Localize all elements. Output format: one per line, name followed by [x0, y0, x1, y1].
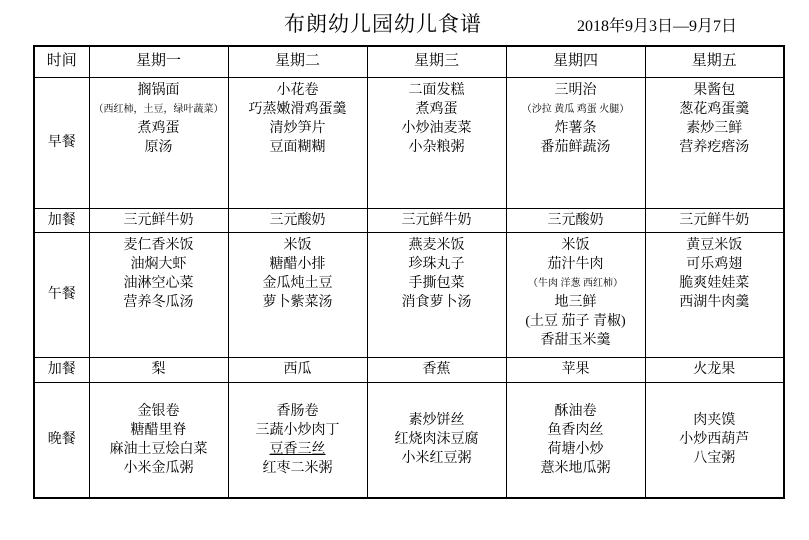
menu-item: 小米红豆粥: [401, 451, 472, 467]
column-header-day-4: 星期四: [506, 46, 645, 77]
menu-cell-r4-d1: [89, 357, 228, 382]
menu-cell-r2-d5: [645, 208, 784, 232]
menu-item: 茄汁牛肉: [547, 256, 604, 272]
menu-item: （西红柿，土豆，绿叶蔬菜）: [93, 103, 224, 115]
menu-item: 香甜玉米羹: [540, 332, 611, 348]
menu-item: 营养疙瘩汤: [679, 139, 750, 155]
page-title: 布朗幼儿园幼儿食谱: [284, 12, 482, 36]
menu-item: 西瓜: [283, 362, 312, 377]
menu-item: 西湖牛肉羹: [679, 294, 750, 310]
menu-item: 营养冬瓜汤: [123, 294, 194, 310]
menu-cell-r3-d5: [645, 232, 784, 357]
menu-item: 三元鲜牛奶: [123, 212, 194, 228]
menu-item: 薏米地瓜粥: [540, 460, 611, 476]
menu-cell-r2-d2: [228, 208, 367, 232]
menu-cell-r4-d2: [228, 357, 367, 382]
menu-item: 炸薯条: [554, 120, 597, 136]
menu-item: 葱花鸡蛋羹: [679, 101, 750, 117]
menu-item: 果酱包: [693, 82, 736, 98]
menu-item: （牛肉 洋葱 西红柿）: [528, 277, 623, 289]
menu-cell-r5-d5: [645, 382, 784, 498]
menu-item: 鱼香肉丝: [547, 422, 604, 438]
menu-item: 糖醋小排: [269, 256, 326, 272]
menu-item: 地三鲜: [554, 294, 597, 310]
menu-item: 消食萝卜汤: [401, 294, 472, 310]
menu-item: 燕麦米饭: [408, 237, 465, 253]
menu-item: 煮鸡蛋: [415, 101, 458, 117]
menu-cell-r5-d2: [228, 382, 367, 498]
menu-cell-r4-d3: [367, 357, 506, 382]
menu-item: 米饭: [561, 237, 590, 253]
meal-label: 晚餐: [34, 382, 89, 498]
menu-item: 珍珠丸子: [408, 256, 465, 272]
menu-item: 豆香三丝: [269, 441, 326, 457]
menu-cell-r5-d4: [506, 382, 645, 498]
menu-item: 三元鲜牛奶: [401, 212, 472, 228]
menu-item: 米饭: [283, 237, 312, 253]
menu-item: 三明治: [554, 82, 597, 98]
menu-item: 萝卜紫菜汤: [262, 294, 333, 310]
menu-item: 酥油卷: [554, 403, 597, 419]
menu-item: 番茄鲜蔬汤: [540, 139, 611, 155]
menu-item: 梨: [151, 362, 166, 377]
menu-item: 火龙果: [693, 362, 736, 377]
meal-row-5: [34, 382, 784, 498]
date-range: 2018年9月3日—9月7日: [577, 18, 738, 35]
meal-row-4: [34, 357, 784, 382]
menu-cell-r5-d1: [89, 382, 228, 498]
menu-item: 三元酸奶: [269, 212, 326, 228]
menu-cell-r2-d1: [89, 208, 228, 232]
menu-cell-r3-d2: [228, 232, 367, 357]
menu-item: 小炒西葫芦: [679, 432, 750, 448]
menu-item: 麻油土豆烩白菜: [109, 441, 208, 457]
menu-item: 红枣二米粥: [262, 460, 333, 476]
menu-item: 煮鸡蛋: [137, 120, 180, 136]
menu-cell-r3-d3: [367, 232, 506, 357]
menu-item: 肉夹馍: [693, 413, 736, 429]
menu-item: (土豆 茄子 青椒): [525, 313, 626, 329]
menu-item: 黄豆米饭: [686, 237, 743, 253]
meal-label: 加餐: [34, 208, 89, 232]
menu-item: 糖醋里脊: [130, 422, 187, 438]
menu-item: 清炒笋片: [269, 120, 326, 136]
menu-item: 三蔬小炒肉丁: [255, 422, 340, 438]
menu-item: 香蕉: [422, 362, 451, 377]
menu-item: 巧蒸嫩滑鸡蛋羹: [248, 101, 347, 117]
menu-cell-r3-d4: [506, 232, 645, 357]
meal-label: 午餐: [34, 232, 89, 357]
menu-item: 脆爽娃娃菜: [679, 275, 750, 291]
menu-cell-r1-d2: [228, 77, 367, 208]
menu-item: 香肠卷: [276, 403, 319, 419]
menu-item: 豆面糊糊: [269, 139, 326, 155]
menu-cell-r2-d4: [506, 208, 645, 232]
menu-item: 小杂粮粥: [408, 139, 465, 155]
document-header: [0, 0, 809, 45]
menu-cell-r4-d5: [645, 357, 784, 382]
menu-item: 油淋空心菜: [123, 275, 194, 291]
meal-label: 加餐: [34, 357, 89, 382]
menu-item: 素炒饼丝: [408, 413, 465, 429]
menu-item: 三元鲜牛奶: [679, 212, 750, 228]
time-column-header: 时间: [34, 46, 89, 77]
menu-cell-r5-d3: [367, 382, 506, 498]
menu-item: 红烧肉沫豆腐: [394, 432, 479, 448]
menu-item: 搁锅面: [137, 82, 180, 98]
meal-row-3: [34, 232, 784, 357]
menu-cell-r1-d1: [89, 77, 228, 208]
meal-row-2: [34, 208, 784, 232]
menu-item: 苹果: [561, 362, 590, 377]
menu-item: 可乐鸡翅: [686, 256, 743, 272]
meal-row-1: [34, 77, 784, 208]
column-header-day-3: 星期三: [367, 46, 506, 77]
menu-item: 二面发糕: [408, 82, 465, 98]
column-header-day-1: 星期一: [89, 46, 228, 77]
menu-item: 荷塘小炒: [547, 441, 604, 457]
menu-item: 手撕包菜: [408, 275, 465, 291]
menu-item: 麦仁香米饭: [123, 237, 194, 253]
table-header-row: [34, 46, 784, 77]
menu-item: 三元酸奶: [547, 212, 604, 228]
menu-cell-r4-d4: [506, 357, 645, 382]
menu-item: 素炒三鲜: [686, 120, 743, 136]
menu-item: 油焖大虾: [130, 256, 187, 272]
menu-item: 小炒油麦菜: [401, 120, 472, 136]
menu-cell-r2-d3: [367, 208, 506, 232]
menu-cell-r3-d1: [89, 232, 228, 357]
menu-table: [33, 45, 785, 499]
menu-item: 原汤: [144, 139, 173, 155]
menu-item: 金瓜炖土豆: [262, 275, 333, 291]
menu-cell-r1-d3: [367, 77, 506, 208]
menu-item: 小花卷: [276, 82, 319, 98]
menu-item: （沙拉 黄瓜 鸡蛋 火腿）: [521, 103, 630, 115]
menu-item: 八宝粥: [693, 451, 736, 467]
column-header-day-5: 星期五: [645, 46, 784, 77]
menu-cell-r1-d5: [645, 77, 784, 208]
meal-label: 早餐: [34, 77, 89, 208]
menu-item: 小米金瓜粥: [123, 460, 194, 476]
menu-cell-r1-d4: [506, 77, 645, 208]
menu-item: 金银卷: [137, 403, 180, 419]
column-header-day-2: 星期二: [228, 46, 367, 77]
